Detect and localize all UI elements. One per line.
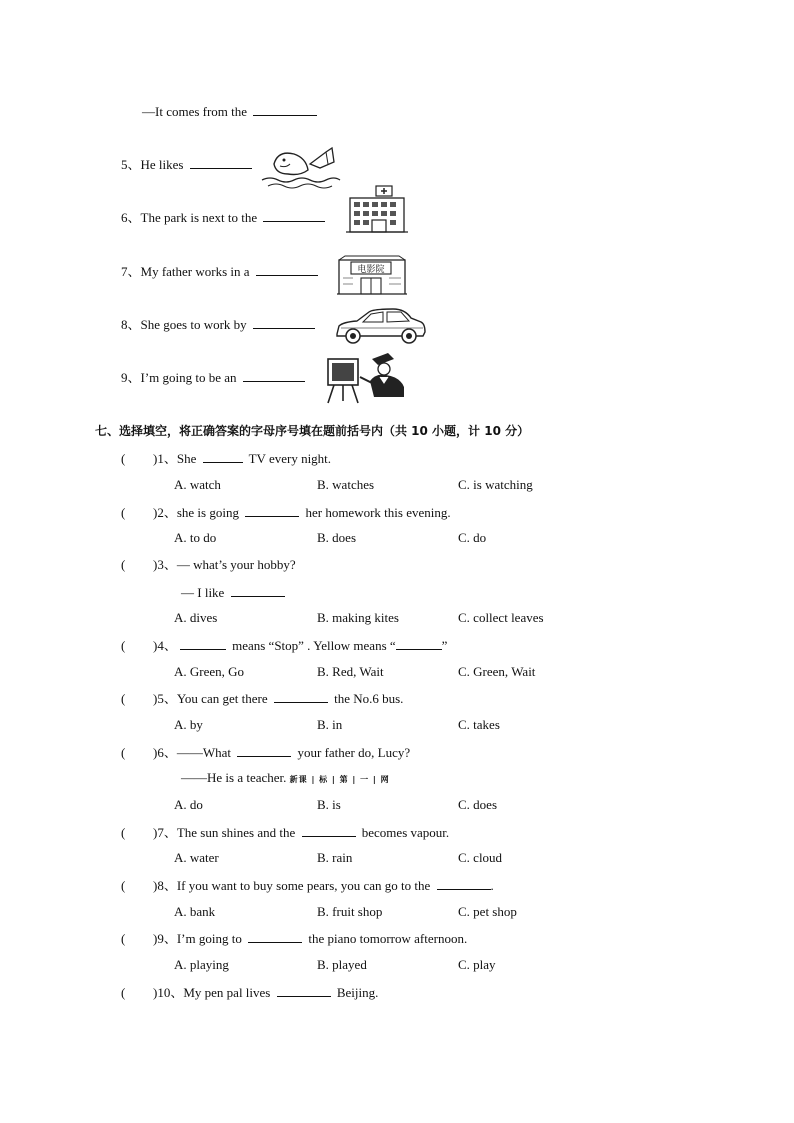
option-a: A. dives bbox=[174, 610, 218, 625]
option-a: A. bank bbox=[174, 904, 216, 919]
answer-blank[interactable] bbox=[248, 930, 302, 943]
answer-paren[interactable]: ( bbox=[121, 557, 126, 572]
answer-blank[interactable] bbox=[180, 637, 226, 650]
answer-paren[interactable]: ( bbox=[121, 931, 126, 946]
option-c: C. pet shop bbox=[458, 904, 517, 919]
answer-paren[interactable]: ( bbox=[121, 451, 126, 466]
question-10: ( )10、My pen pal lives Beijing. bbox=[121, 985, 379, 1000]
question-3-line2: — I like bbox=[181, 584, 288, 601]
option-c: C. play bbox=[458, 957, 496, 972]
answer-blank[interactable] bbox=[263, 209, 325, 222]
question-3: ( )3、— what’s your hobby? bbox=[121, 557, 296, 572]
question-5: ( )5、You can get there the No.6 bus. bbox=[121, 691, 404, 706]
question-4: ( )4、 means “Stop” . Yellow means “ ” bbox=[121, 638, 448, 653]
option-c: C. takes bbox=[458, 717, 500, 732]
answer-blank[interactable] bbox=[243, 369, 305, 382]
question-2: ( )2、she is going her homework this evening. bbox=[121, 505, 451, 520]
answer-blank[interactable] bbox=[245, 504, 299, 517]
option-c: C. do bbox=[458, 530, 487, 545]
q4-continuation: —It comes from the bbox=[142, 103, 320, 120]
answer-paren[interactable]: ( bbox=[121, 878, 126, 893]
option-b: B. does bbox=[317, 530, 356, 545]
option-a: A. to do bbox=[174, 530, 217, 545]
question-6: ( )6、——What your father do, Lucy? bbox=[121, 745, 411, 760]
answer-paren[interactable]: ( bbox=[121, 745, 126, 760]
option-b: B. Red, Wait bbox=[317, 664, 384, 679]
option-a: A. playing bbox=[174, 957, 229, 972]
option-a: A. by bbox=[174, 717, 203, 732]
q7-line: 7、My father works in a bbox=[121, 263, 321, 280]
cinema-sign: 电影院 bbox=[357, 265, 385, 275]
answer-blank[interactable] bbox=[277, 984, 331, 997]
answer-paren[interactable]: ( bbox=[121, 825, 126, 840]
question-1: ( )1、She TV every night. bbox=[121, 451, 332, 466]
option-b: B. played bbox=[317, 957, 367, 972]
cinema-icon bbox=[337, 254, 407, 296]
answer-paren[interactable]: ( bbox=[121, 638, 126, 653]
watermark: 新课 | 标 | 第 | 一 | 网 bbox=[289, 775, 390, 784]
option-b: B. watches bbox=[317, 477, 375, 492]
answer-blank[interactable] bbox=[256, 263, 318, 276]
answer-paren[interactable]: ( bbox=[121, 505, 126, 520]
option-a: A. do bbox=[174, 797, 203, 812]
answer-blank[interactable] bbox=[237, 744, 291, 757]
answer-blank[interactable] bbox=[437, 877, 491, 890]
question-7: ( )7、The sun shines and the becomes vapour. bbox=[121, 825, 450, 840]
q8-line: 8、She goes to work by bbox=[121, 316, 318, 333]
answer-blank[interactable] bbox=[302, 824, 356, 837]
option-b: B. in bbox=[317, 717, 343, 732]
option-b: B. rain bbox=[317, 850, 353, 865]
section-heading: 七、选择填空，将正确答案的字母序号填在题前括号内（共 10 小题，计 10 分） bbox=[95, 424, 530, 438]
answer-blank[interactable] bbox=[274, 690, 328, 703]
option-c: C. Green, Wait bbox=[458, 664, 536, 679]
q9-line: 9、I’m going to be an bbox=[121, 369, 308, 386]
option-c: C. is watching bbox=[458, 477, 533, 492]
swimming-icon bbox=[260, 142, 342, 192]
question-6-line2: ——He is a teacher. 新课 | 标 | 第 | 一 | 网 bbox=[181, 770, 390, 785]
question-8: ( )8、If you want to buy some pears, you can go to the . bbox=[121, 878, 494, 893]
option-c: C. does bbox=[458, 797, 497, 812]
answer-paren[interactable]: ( bbox=[121, 691, 126, 706]
option-a: A. water bbox=[174, 850, 219, 865]
answer-blank[interactable] bbox=[396, 637, 442, 650]
option-a: A. Green, Go bbox=[174, 664, 245, 679]
answer-blank[interactable] bbox=[203, 450, 243, 463]
q6-line: 6、The park is next to the bbox=[121, 209, 328, 226]
answer-blank[interactable] bbox=[253, 316, 315, 329]
q5-line: 5、He likes bbox=[121, 156, 255, 173]
option-b: B. is bbox=[317, 797, 341, 812]
answer-blank[interactable] bbox=[190, 156, 252, 169]
option-c: C. collect leaves bbox=[458, 610, 544, 625]
option-b: B. fruit shop bbox=[317, 904, 383, 919]
answer-paren[interactable]: ( bbox=[121, 985, 126, 1000]
hospital-icon bbox=[346, 182, 408, 234]
painter-icon bbox=[322, 351, 410, 405]
question-9: ( )9、I’m going to the piano tomorrow afternoon. bbox=[121, 931, 468, 946]
answer-blank[interactable] bbox=[253, 103, 317, 116]
car-icon bbox=[333, 304, 429, 346]
option-b: B. making kites bbox=[317, 610, 399, 625]
option-c: C. cloud bbox=[458, 850, 503, 865]
option-a: A. watch bbox=[174, 477, 221, 492]
answer-blank[interactable] bbox=[231, 584, 285, 597]
